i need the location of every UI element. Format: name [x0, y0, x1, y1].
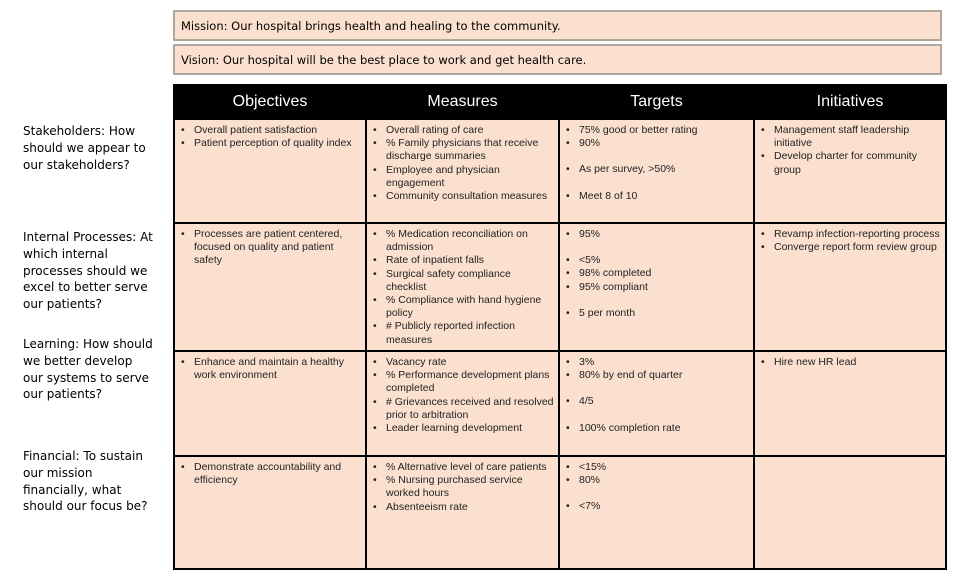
balanced-scorecard-table	[173, 84, 947, 570]
targets-cell	[559, 223, 754, 351]
initiatives-list	[759, 356, 941, 369]
objectives-list	[179, 356, 361, 382]
list-item: • Overall patient satisfaction	[179, 124, 361, 137]
list-item: • 80% by end of quarter	[564, 369, 749, 382]
list-item: • 80%	[564, 474, 749, 487]
header-initiatives: Initiatives	[754, 85, 946, 119]
measures-cell	[366, 456, 559, 569]
list-item: • 75% good or better rating	[564, 124, 749, 137]
list-item: • % Medication reconciliation on admission	[371, 228, 554, 254]
initiatives-cell	[754, 119, 946, 223]
list-item: • # Publicly reported infection measures	[371, 320, 554, 346]
measures-cell	[366, 119, 559, 223]
list-item: • Meet 8 of 10	[564, 190, 749, 203]
header-objectives: Objectives	[174, 85, 366, 119]
list-item: • 95% compliant	[564, 281, 749, 294]
list-item: • Converge report form review group	[759, 241, 941, 254]
objectives-cell	[174, 223, 366, 351]
measures-list	[371, 461, 554, 514]
list-item: • Rate of inpatient falls	[371, 254, 554, 267]
targets-list	[564, 124, 749, 203]
header-targets: Targets	[559, 85, 754, 119]
measures-list	[371, 124, 554, 203]
targets-cell	[559, 456, 754, 569]
list-item: • <7%	[564, 500, 749, 513]
list-item: • % Alternative level of care patients	[371, 461, 554, 474]
targets-list	[564, 228, 749, 320]
list-item: • Patient perception of quality index	[179, 137, 361, 150]
initiatives-cell	[754, 223, 946, 351]
list-item: • Employee and physician engagement	[371, 164, 554, 190]
list-item: • 90%	[564, 137, 749, 150]
header-row	[174, 85, 946, 119]
list-item: • Overall rating of care	[371, 124, 554, 137]
objectives-list	[179, 124, 361, 150]
list-item: • 95%	[564, 228, 749, 241]
list-item: • Community consultation measures	[371, 190, 554, 203]
perspective-financial: Financial: To sustain our mission financially, what should our focus be?	[23, 449, 148, 514]
list-item: • Absenteeism rate	[371, 501, 554, 514]
objectives-cell	[174, 119, 366, 223]
objectives-cell	[174, 456, 366, 569]
targets-list	[564, 461, 749, 514]
list-item: • Surgical safety compliance checklist	[371, 268, 554, 294]
list-item: • Processes are patient centered, focused on quality and patient safety	[179, 228, 361, 268]
vision-statement: Vision: Our hospital will be the best place to work and get health care.	[173, 44, 942, 75]
list-item: • Vacancy rate	[371, 356, 554, 369]
measures-cell	[366, 223, 559, 351]
objectives-list	[179, 228, 361, 268]
header-measures: Measures	[366, 85, 559, 119]
mission-statement: Mission: Our hospital brings health and healing to the community.	[173, 10, 942, 41]
list-item: • Hire new HR lead	[759, 356, 941, 369]
list-item: • Enhance and maintain a healthy work environment	[179, 356, 361, 382]
list-item: • Management staff leadership initiative	[759, 124, 941, 150]
measures-cell	[366, 351, 559, 456]
table-row	[174, 456, 946, 569]
objectives-list	[179, 461, 361, 487]
list-item: • Demonstrate accountability and efficiency	[179, 461, 361, 487]
measures-list	[371, 356, 554, 435]
list-item: • Leader learning development	[371, 422, 554, 435]
list-item: • % Compliance with hand hygiene policy	[371, 294, 554, 320]
list-item: • % Performance development plans completed	[371, 369, 554, 395]
table-row	[174, 223, 946, 351]
list-item: • 98% completed	[564, 267, 749, 280]
list-item: • # Grievances received and resolved prior to arbitration	[371, 396, 554, 422]
list-item: • % Nursing purchased service worked hours	[371, 474, 554, 500]
list-item: • 4/5	[564, 395, 749, 408]
list-item: • Develop charter for community group	[759, 150, 941, 176]
initiatives-list	[759, 124, 941, 177]
initiatives-cell	[754, 351, 946, 456]
targets-cell	[559, 119, 754, 223]
list-item: • <5%	[564, 254, 749, 267]
initiatives-list	[759, 228, 941, 254]
perspective-internal-processes: Internal Processes: At which internal processes should we excel to better serve our patients?	[23, 230, 153, 312]
table-row	[174, 119, 946, 223]
targets-cell	[559, 351, 754, 456]
measures-list	[371, 228, 554, 347]
list-item: • Revamp infection-reporting process	[759, 228, 941, 241]
objectives-cell	[174, 351, 366, 456]
list-item: • % Family physicians that receive discharge summaries	[371, 137, 554, 163]
list-item: • As per survey, >50%	[564, 163, 749, 176]
table-row	[174, 351, 946, 456]
list-item: • <15%	[564, 461, 749, 474]
list-item: • 100% completion rate	[564, 422, 749, 435]
targets-list	[564, 356, 749, 435]
list-item: • 3%	[564, 356, 749, 369]
perspective-learning: Learning: How should we better develop our systems to serve our patients?	[23, 337, 153, 402]
perspective-stakeholders: Stakeholders: How should we appear to our stakeholders?	[23, 124, 146, 172]
list-item: • 5 per month	[564, 307, 749, 320]
initiatives-cell	[754, 456, 946, 569]
